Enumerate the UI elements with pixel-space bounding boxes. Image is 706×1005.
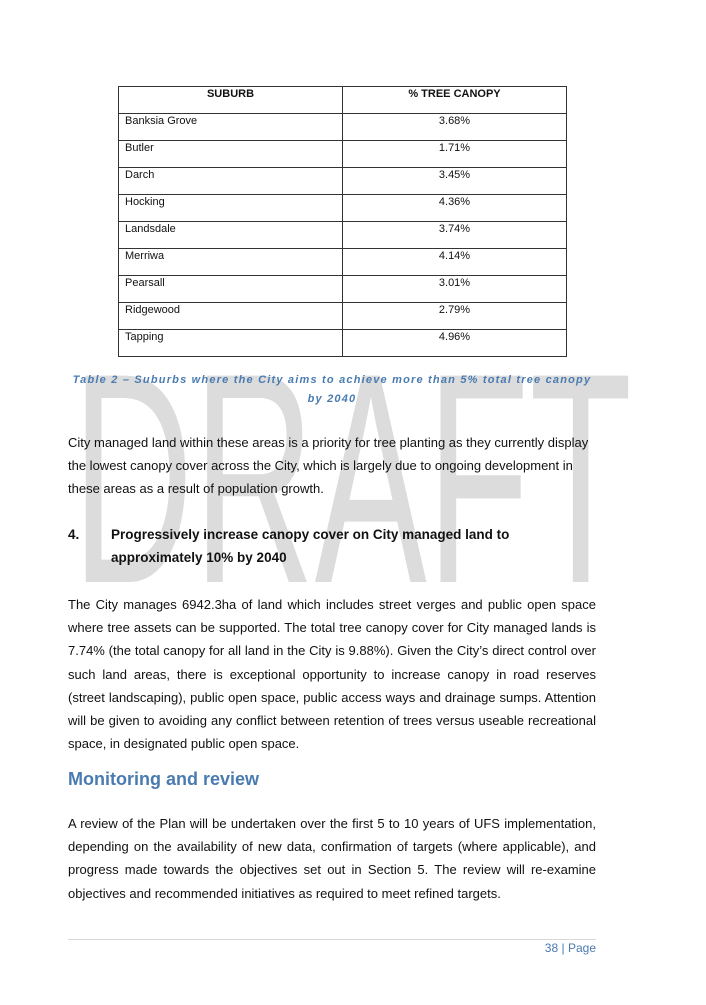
page-number: 38: [544, 941, 559, 955]
suburb-cell: Landsdale: [119, 222, 343, 249]
table-row: [119, 114, 567, 141]
canopy-cell: 3.68%: [343, 114, 567, 141]
page-footer: [545, 940, 596, 956]
table-row: [119, 222, 567, 249]
canopy-cell: 4.36%: [343, 195, 567, 222]
footer-separator: |: [561, 941, 565, 955]
watermark-text: DRAFT: [72, 310, 632, 600]
column-header-tree-canopy: % TREE CANOPY: [343, 87, 567, 114]
suburb-cell: Darch: [119, 168, 343, 195]
suburb-cell: Pearsall: [119, 276, 343, 303]
objective-title: Progressively increase canopy cover on City managed land to approximately 10% by 2040: [111, 527, 510, 565]
table-row: [119, 303, 567, 330]
canopy-cell: 2.79%: [343, 303, 567, 330]
tree-canopy-table: [118, 86, 567, 357]
canopy-cell: 3.74%: [343, 222, 567, 249]
table-row: [119, 168, 567, 195]
table-row: [119, 330, 567, 357]
canopy-cell: 3.45%: [343, 168, 567, 195]
suburb-cell: Ridgewood: [119, 303, 343, 330]
suburb-cell: Tapping: [119, 330, 343, 357]
suburb-cell: Butler: [119, 141, 343, 168]
page-label: Page: [567, 941, 596, 955]
table-header-row: [119, 87, 567, 114]
section-title-monitoring: Monitoring and review: [68, 769, 260, 789]
canopy-cell: 4.14%: [343, 249, 567, 276]
canopy-cell: 1.71%: [343, 141, 567, 168]
canopy-cell: 3.01%: [343, 276, 567, 303]
table-row: [119, 276, 567, 303]
paragraph-city-managed-land: The City manages 6942.3ha of land which includes street verges and public open space where tree assets can be supported. The total tree canopy cover for City managed lands is 7.74% (the total canopy for all land in the City is 9.88%). Given the City’s direct control over such land areas, there is exceptional opportunity to increase canopy in road reserves (street landscaping), public open space, public access ways and drainage sumps. Attention will be given to avoiding any conflict between retention of trees versus useable recreational space, in designated public open space.: [68, 597, 596, 752]
column-header-suburb: SUBURB: [119, 87, 343, 114]
canopy-cell: 4.96%: [343, 330, 567, 357]
suburb-cell: Hocking: [119, 195, 343, 222]
paragraph-priority-land: City managed land within these areas is a priority for tree planting as they currently display the lowest canopy cover across the City, which is largely due to ongoing development in these areas as a result of population growth.: [68, 435, 589, 497]
objective-number: 4.: [68, 527, 80, 542]
suburb-cell: Merriwa: [119, 249, 343, 276]
table-caption: Table 2 – Suburbs where the City aims to achieve more than 5% total tree canopy by 2040: [72, 374, 592, 405]
suburb-cell: Banksia Grove: [119, 114, 343, 141]
footer-divider: [68, 939, 596, 940]
table-row: [119, 249, 567, 276]
paragraph-review: A review of the Plan will be undertaken over the first 5 to 10 years of UFS implementation, depending on the availability of new data, confirmation of targets (where applicable), and progress made towards the objectives set out in Section 5. The review will re-examine objectives and recommended initiatives as required to meet refined targets.: [68, 816, 596, 901]
table-row: [119, 195, 567, 222]
table-row: [119, 141, 567, 168]
objective-heading: [68, 523, 596, 569]
